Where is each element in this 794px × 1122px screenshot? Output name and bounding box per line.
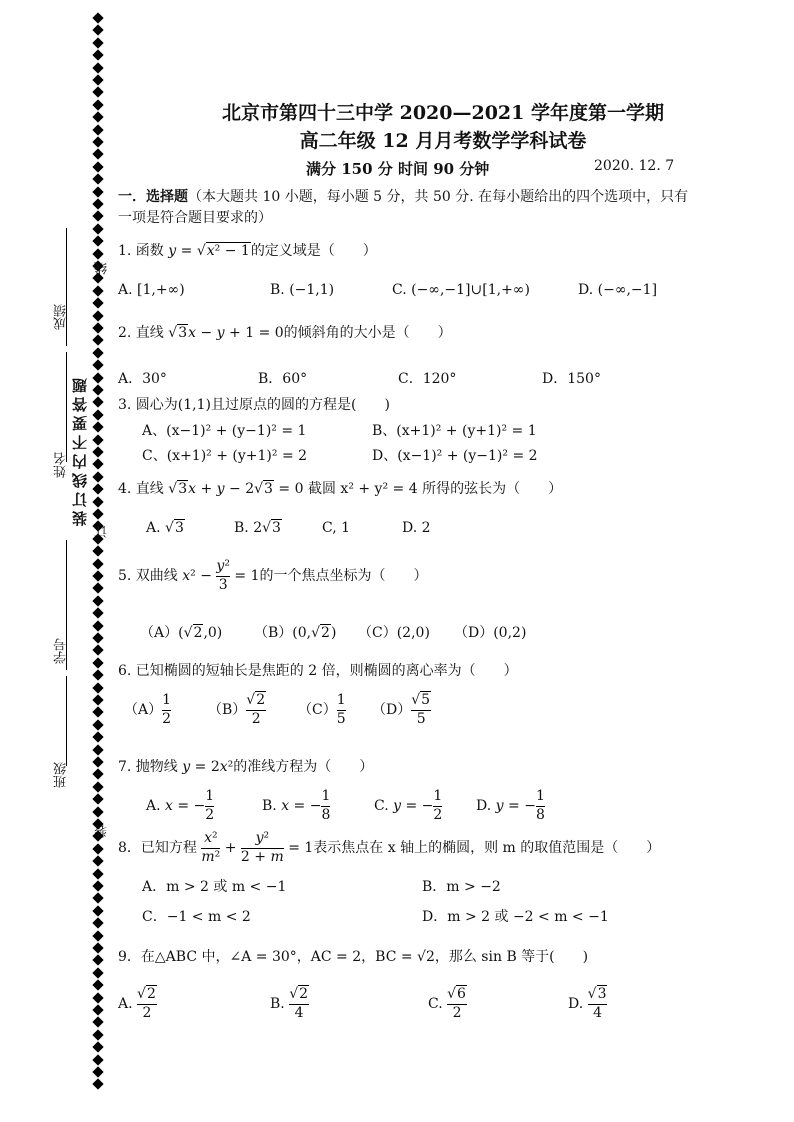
q1-option-d: D. (−∞,−1]: [578, 282, 658, 298]
q7-pre: 7. 抛物线: [118, 759, 178, 775]
diamond-mark: [92, 558, 103, 569]
diamond-mark: [92, 608, 103, 619]
diamond-mark: [92, 694, 103, 705]
diamond-mark: [92, 942, 103, 953]
diamond-mark: [92, 632, 103, 643]
q2-option-b: B．60°: [258, 371, 308, 387]
diamond-mark: [92, 670, 103, 681]
diamond-mark: [92, 918, 103, 929]
q8-option-a: A．m > 2 或 m < −1: [142, 879, 287, 895]
diamond-mark: [92, 781, 103, 792]
binding-char-bind: 装: [95, 825, 110, 838]
question-8: 8．已知方程 $\frac{\text{x²}}{\text{m²}}$ + $\frac{\text{y²}}{2 + m}$ = 1表示焦点在 x 轴上的椭圆，则 m 的取值范围是（ ）: [118, 830, 661, 865]
q1-post: 的定义域是（ ）: [250, 243, 377, 259]
q2-post: 的倾斜角的大小是（ ）: [283, 325, 452, 341]
q3-option-d: D、(x−1)² + (y−1)² = 2: [372, 448, 538, 464]
score-label: 成绩: [54, 304, 69, 330]
q8-option-c: C．−1 < m < 2: [142, 909, 251, 925]
diamond-mark: [92, 198, 103, 209]
student-id-label: 学号: [54, 638, 69, 664]
q7-option-c: C. y = − $\frac{1}{2}$: [374, 788, 443, 823]
diamond-mark: [92, 459, 103, 470]
diamond-mark: [92, 905, 103, 916]
exam-subtitle: 满分 150 分 时间 90 分钟: [306, 160, 490, 178]
diamond-mark: [92, 732, 103, 743]
question-2: 2. 直线 √3x − y + 1 = 0的倾斜角的大小是（ ）: [118, 325, 452, 341]
question-6: 6. 已知椭圆的短轴长是焦距的 2 倍，则椭圆的离心率为（ ）: [118, 663, 518, 679]
exam-title-line2: 高二年级 12 月月考数学学科试卷: [299, 130, 587, 152]
diamond-mark: [92, 397, 103, 408]
q5-option-a: （A）(√2,0): [140, 625, 223, 641]
diamond-border: [91, 14, 107, 1094]
q4-option-c: C, 1: [322, 520, 351, 536]
diamond-mark: [92, 570, 103, 581]
diamond-mark: [92, 74, 103, 85]
diamond-mark: [92, 174, 103, 185]
question-3: 3. 圆心为(1,1)且过原点的圆的方程是( ): [118, 397, 390, 413]
diamond-mark: [92, 645, 103, 656]
diamond-mark: [92, 1054, 103, 1065]
diamond-mark: [92, 50, 103, 61]
diamond-mark: [92, 806, 103, 817]
diamond-mark: [92, 1079, 103, 1090]
diamond-mark: [92, 620, 103, 631]
diamond-mark: [92, 880, 103, 891]
diamond-mark: [92, 980, 103, 991]
section-desc-1: （本大题共 10 小题，每小题 5 分，共 50 分. 在每小题给出的四个选项中，只有: [188, 189, 689, 205]
diamond-mark: [92, 422, 103, 433]
diamond-mark: [92, 719, 103, 730]
q8-option-b: B．m > −2: [422, 879, 501, 895]
q3-option-a: A、(x−1)² + (y−1)² = 1: [142, 423, 307, 439]
q5-pre: 5. 双曲线: [118, 568, 178, 584]
diamond-mark: [92, 62, 103, 73]
diamond-mark: [92, 744, 103, 755]
diamond-mark: [92, 794, 103, 805]
q4-option-b: B. 2√3: [234, 520, 281, 536]
q2-option-c: C．120°: [398, 371, 457, 387]
diamond-mark: [92, 12, 103, 23]
q9-option-c: C. $\frac{√6}{2}$: [428, 986, 466, 1021]
q3-option-c: C、(x+1)² + (y+1)² = 2: [142, 448, 308, 464]
q7-post: 的准线方程为（ ）: [233, 759, 374, 775]
q9-option-d: D. $\frac{√3}{4}$: [568, 986, 607, 1021]
q6-option-c: （C） $\frac{1}{5}$: [298, 692, 346, 727]
section-intro: [118, 186, 688, 206]
question-7: 7. 抛物线 y = 2x²的准线方程为（ ）: [118, 759, 374, 775]
diamond-mark: [92, 508, 103, 519]
q5-option-b: （B）(0,√2): [254, 625, 337, 641]
q2-option-a: A．30°: [118, 371, 167, 387]
q7-option-d: D. y = − $\frac{1}{8}$: [476, 788, 545, 823]
q9-option-b: B. $\frac{√2}{4}$: [270, 986, 309, 1021]
question-4: 4. 直线 √3x + y − 2√3 = 0 截圆 x² + y² = 4 所得的弦长为（ ）: [118, 481, 563, 497]
diamond-mark: [92, 186, 103, 197]
section-heading: 一．选择题: [118, 189, 188, 205]
diamond-mark: [92, 124, 103, 135]
diamond-mark: [92, 583, 103, 594]
diamond-mark: [92, 161, 103, 172]
diamond-mark: [92, 298, 103, 309]
exam-title-line1: 北京市第四十三中学 2020—2021 学年度第一学期: [222, 102, 664, 124]
q4-option-d: D. 2: [402, 520, 431, 536]
diamond-mark: [92, 335, 103, 346]
class-label: 班级: [54, 762, 69, 788]
exam-date: 2020. 12. 7: [594, 158, 675, 174]
q5-option-c: （C）(2,0): [358, 625, 430, 641]
diamond-mark: [92, 149, 103, 160]
diamond-mark: [92, 310, 103, 321]
diamond-mark: [92, 1042, 103, 1053]
diamond-mark: [92, 893, 103, 904]
q6-option-d: （D） $\frac{√5}{5}$: [372, 692, 431, 727]
diamond-mark: [92, 471, 103, 482]
diamond-mark: [92, 25, 103, 36]
diamond-mark: [92, 1029, 103, 1040]
diamond-mark: [92, 347, 103, 358]
diamond-mark: [92, 372, 103, 383]
binding-char-order: 订: [95, 525, 110, 538]
question-5: 5. 双曲线 x² − $\frac{\text{y²}}{3}$ = 1的一个焦点坐标为（ ）: [118, 558, 428, 593]
diamond-mark: [92, 37, 103, 48]
q4-post: 截圆 x² + y² = 4 所得的弦长为（ ）: [307, 481, 563, 497]
q6-option-a: （A） $\frac{1}{2}$: [124, 692, 172, 727]
diamond-mark: [92, 360, 103, 371]
diamond-mark: [92, 657, 103, 668]
name-label: 姓名: [54, 452, 69, 478]
diamond-mark: [92, 1017, 103, 1028]
q1-option-b: B. (−1,1): [270, 282, 335, 298]
binding-margin: [0, 0, 120, 1122]
q4-pre: 4. 直线: [118, 481, 164, 497]
diamond-mark: [92, 248, 103, 259]
binding-warning: 装订线内不要答题: [71, 374, 89, 526]
diamond-mark: [92, 223, 103, 234]
question-9: 9．在△ABC 中，∠A = 30°，AC = 2，BC = √2，那么 sin B 等于( ): [118, 949, 589, 965]
question-1: 1. 函数 y = √x² − 1的定义域是（ ）: [118, 243, 377, 259]
diamond-mark: [92, 1066, 103, 1077]
diamond-mark: [92, 99, 103, 110]
q2-pre: 2. 直线: [118, 325, 164, 341]
diamond-mark: [92, 434, 103, 445]
q8-option-d: D．m > 2 或 −2 < m < −1: [422, 909, 609, 925]
name-line: [66, 352, 67, 462]
diamond-mark: [92, 409, 103, 420]
q6-option-b: （B） $\frac{√2}{2}$: [208, 692, 266, 727]
q7-option-b: B. x = − $\frac{1}{8}$: [262, 788, 331, 823]
diamond-mark: [92, 285, 103, 296]
section-desc-2: 一项是符合题目要求的）: [118, 210, 272, 226]
diamond-mark: [92, 87, 103, 98]
q2-option-d: D．150°: [542, 371, 601, 387]
q8-pre: 8．已知方程: [118, 840, 197, 856]
q5-option-d: （D）(0,2): [454, 625, 527, 641]
q4-option-a: A. √3: [146, 520, 184, 536]
q1-pre: 1. 函数: [118, 243, 164, 259]
binding-char-line: 线: [95, 262, 110, 275]
diamond-mark: [92, 992, 103, 1003]
diamond-mark: [92, 496, 103, 507]
diamond-mark: [92, 546, 103, 557]
diamond-mark: [92, 707, 103, 718]
diamond-mark: [92, 211, 103, 222]
diamond-mark: [92, 682, 103, 693]
diamond-mark: [92, 955, 103, 966]
diamond-mark: [92, 769, 103, 780]
diamond-mark: [92, 112, 103, 123]
diamond-mark: [92, 384, 103, 395]
q1-option-a: A. [1,+∞): [118, 282, 185, 298]
diamond-mark: [92, 967, 103, 978]
diamond-mark: [92, 868, 103, 879]
q1-option-c: C. (−∞,−1]∪[1,+∞): [392, 282, 530, 298]
diamond-mark: [92, 856, 103, 867]
q7-option-a: A. x = − $\frac{1}{2}$: [146, 788, 215, 823]
diamond-mark: [92, 843, 103, 854]
diamond-mark: [92, 136, 103, 147]
diamond-mark: [92, 595, 103, 606]
diamond-mark: [92, 446, 103, 457]
q9-option-a: A. $\frac{√2}{2}$: [118, 986, 156, 1021]
diamond-mark: [92, 756, 103, 767]
class-line: [66, 676, 67, 766]
diamond-mark: [92, 1004, 103, 1015]
diamond-mark: [92, 236, 103, 247]
q3-option-b: B、(x+1)² + (y+1)² = 1: [372, 423, 537, 439]
diamond-mark: [92, 930, 103, 941]
q5-post: 的一个焦点坐标为（ ）: [259, 568, 428, 584]
diamond-mark: [92, 484, 103, 495]
diamond-mark: [92, 322, 103, 333]
q8-post: 表示焦点在 x 轴上的椭圆，则 m 的取值范围是（ ）: [313, 840, 661, 856]
